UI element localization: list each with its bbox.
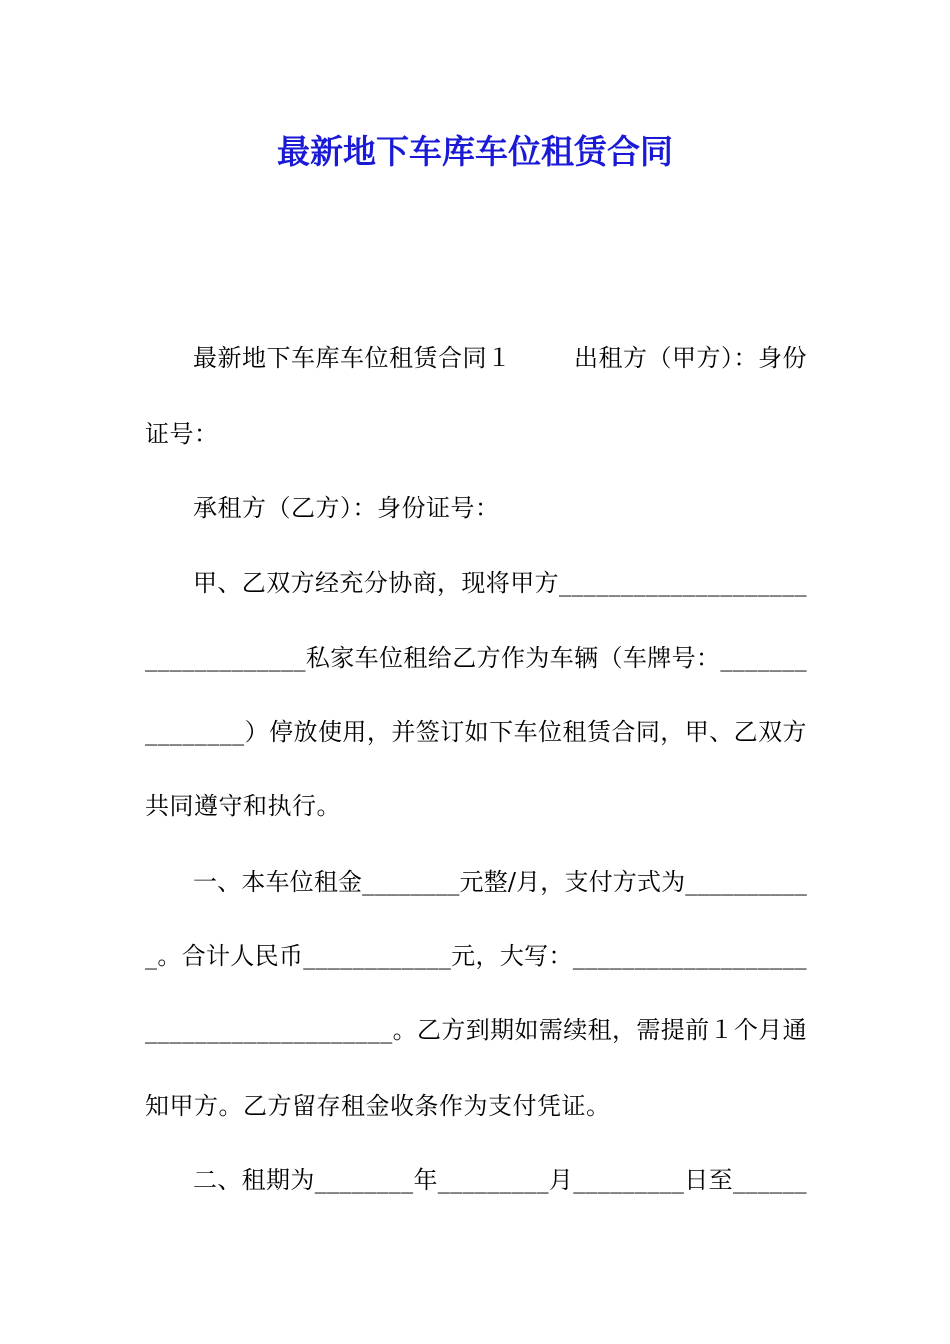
paragraph-line: 甲、乙双方经充分协商，现将甲方____________________ <box>193 569 807 597</box>
paragraph-line: 二、租期为________年_________月_________日至______ <box>193 1166 807 1194</box>
paragraph-line: 证号： <box>145 420 219 448</box>
paragraph-line: 一、本车位租金________元整/月，支付方式为__________ <box>193 868 807 896</box>
paragraph-line: ________）停放使用，并签订如下车位租赁合同，甲、乙双方 <box>145 718 807 746</box>
document-title: 最新地下车库车位租赁合同 <box>277 132 673 171</box>
contract-heading-text: 最新地下车库车位租赁合同１ <box>193 344 512 372</box>
lessor-text: 出租方（甲方）：身份 <box>574 344 807 372</box>
paragraph-line: 共同遵守和执行。 <box>145 792 341 820</box>
paragraph-line: _____________私家车位租给乙方作为车辆（车牌号：_______ <box>145 644 807 672</box>
paragraph-line: 知甲方。乙方留存租金收条作为支付凭证。 <box>145 1092 611 1120</box>
paragraph-line: 承租方（乙方）：身份证号： <box>193 494 500 522</box>
paragraph-line: ____________________。乙方到期如需续租，需提前１个月通 <box>145 1016 807 1044</box>
paragraph-line <box>193 338 807 378</box>
paragraph-line: _。合计人民币____________元，大写：___________________ <box>145 942 807 970</box>
